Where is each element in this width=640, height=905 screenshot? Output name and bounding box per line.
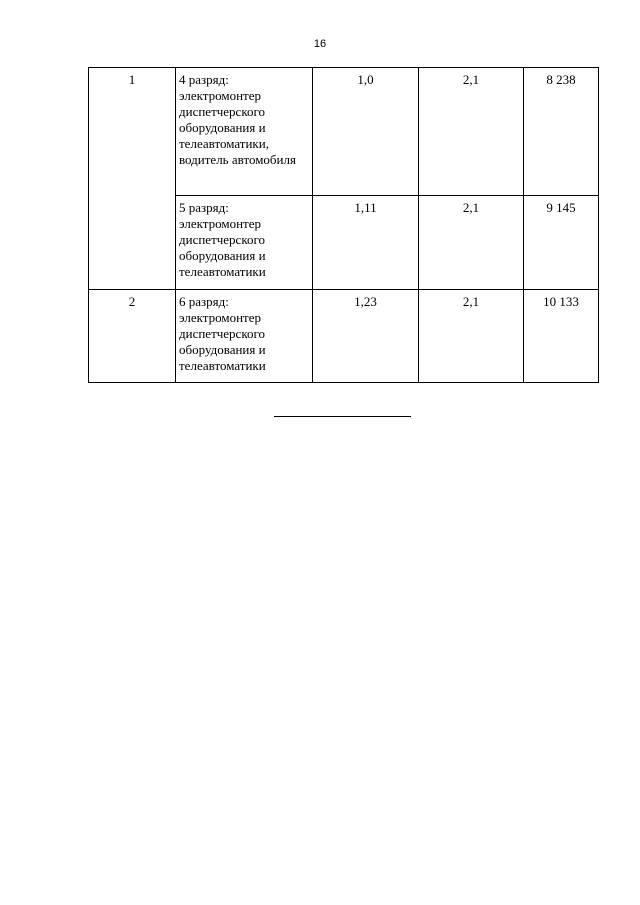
table-row <box>89 290 599 383</box>
page-number: 16 <box>313 38 327 50</box>
amount-cell: 8 238 <box>524 68 599 196</box>
grade-label: 4 разряд: <box>179 72 229 87</box>
amount-cell: 10 133 <box>524 290 599 383</box>
grade-label: 5 разряд: <box>179 200 229 215</box>
coefficient-cell: 2,1 <box>419 68 524 196</box>
salary-table <box>88 67 599 383</box>
grade-description-cell <box>176 68 313 196</box>
row-number-cell: 1 <box>89 68 176 290</box>
table-row <box>89 68 599 196</box>
grade-description-cell <box>176 290 313 383</box>
coefficient-cell: 2,1 <box>419 196 524 290</box>
end-of-document-rule <box>274 416 411 417</box>
coefficient-cell: 2,1 <box>419 290 524 383</box>
grade-label: 6 разряд: <box>179 294 229 309</box>
position-description: электромонтер диспетчерского оборудования и телеавтоматики <box>179 216 266 279</box>
amount-cell: 9 145 <box>524 196 599 290</box>
coefficient-cell: 1,23 <box>313 290 419 383</box>
position-description: электромонтер диспетчерского оборудования и телеавтоматики, водитель автомобиля <box>179 88 296 167</box>
grade-description-cell <box>176 196 313 290</box>
coefficient-cell: 1,0 <box>313 68 419 196</box>
row-number-cell: 2 <box>89 290 176 383</box>
position-description: электромонтер диспетчерского оборудования и телеавтоматики <box>179 310 266 373</box>
coefficient-cell: 1,11 <box>313 196 419 290</box>
